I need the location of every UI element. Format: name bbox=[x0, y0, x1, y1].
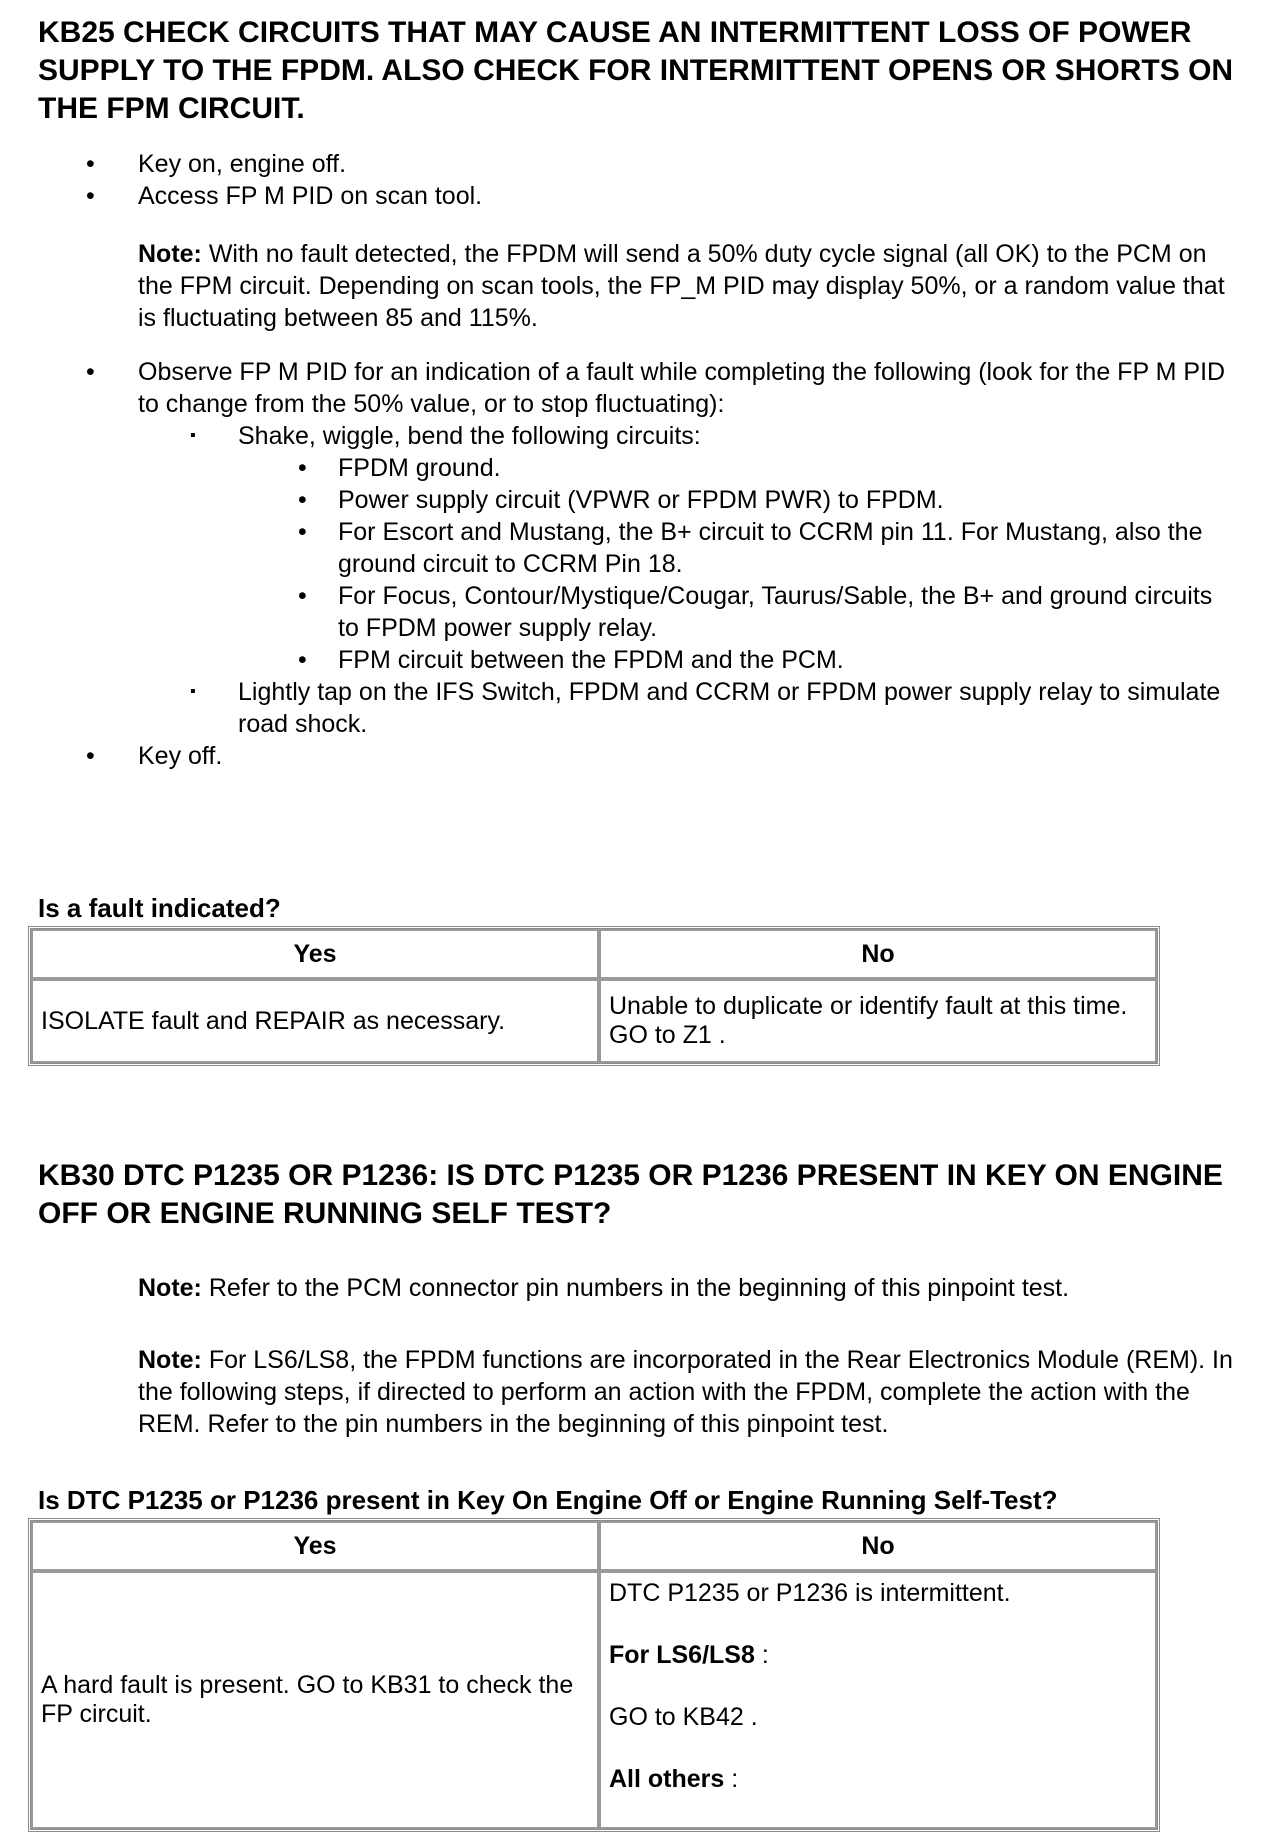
kb30-answer-table bbox=[28, 1518, 1160, 1832]
list-item: • Power supply circuit (VPWR or FPDM PWR) to FPDM. bbox=[298, 486, 944, 514]
kb25-answer-table bbox=[28, 926, 1160, 1066]
yes-header: Yes bbox=[31, 929, 599, 979]
square-bullet-icon: ▪ bbox=[190, 683, 196, 700]
bullet-icon: • bbox=[298, 486, 307, 514]
bullet-icon: • bbox=[298, 454, 307, 482]
square-bullet-icon: ▪ bbox=[190, 427, 196, 444]
bullet-icon: • bbox=[86, 150, 95, 178]
list-item: ▪ Lightly tap on the IFS Switch, FPDM and CCRM or FPDM power supply relay to simulate road shock. bbox=[190, 678, 1221, 738]
bullet-icon: • bbox=[86, 182, 95, 210]
bullet-icon: • bbox=[298, 518, 307, 546]
no-cell: Unable to duplicate or identify fault at this time. GO to Z1 . bbox=[599, 979, 1157, 1063]
list-item: • Key on, engine off. bbox=[86, 150, 347, 178]
no-header: No bbox=[599, 929, 1157, 979]
yes-header: Yes bbox=[31, 1521, 599, 1571]
kb25-heading: KB25 CHECK CIRCUITS THAT MAY CAUSE AN INTERMITTENT LOSS OF POWER SUPPLY TO THE FPDM. ALSO CHECK FOR INTERMITTENT OPENS OR SHORTS ON THE FPM CIRCUIT. bbox=[38, 16, 1234, 125]
kb30-note-2: Note: For LS6/LS8, the FPDM functions are incorporated in the Rear Electronics Module (REM). In the following steps, if directed to perform an action with the FPDM, complete the action with the REM. Refer to the pin numbers in the beginning of this pinpoint test. bbox=[138, 1346, 1233, 1438]
kb30-heading: KB30 DTC P1235 OR P1236: IS DTC P1235 OR P1236 PRESENT IN KEY ON ENGINE OFF OR ENGINE RUNNING SELF TEST? bbox=[38, 1159, 1223, 1230]
list-item: • For Focus, Contour/Mystique/Cougar, Taurus/Sable, the B+ and ground circuits to FPDM power supply relay. bbox=[298, 582, 1213, 642]
list-item: • FPDM ground. bbox=[298, 454, 501, 482]
bullet-icon: • bbox=[298, 646, 307, 674]
kb30-question: Is DTC P1235 or P1236 present in Key On Engine Off or Engine Running Self-Test? bbox=[38, 1485, 1058, 1515]
bullet-icon: • bbox=[86, 358, 95, 386]
bullet-icon: • bbox=[86, 742, 95, 770]
list-item: • Access FP M PID on scan tool. bbox=[86, 182, 483, 210]
kb25-observe-list bbox=[0, 356, 1264, 772]
list-item: • Observe FP M PID for an indication of a fault while completing the following (look for the FP M PID to change from the 50% value, or to stop fluctuating): ▪ Shake, wiggle, bend the following circuits: • FPDM ground. • Power supply circuit (VPWR or FPDM PWR) to FPDM. • For Escort and Mustang, the B+ circuit to CCRM pin 11. For Mustang, also the ground circuit to CCRM Pin 18. • For Focus, Contour/Mystique/Cougar, Taurus/Sable, the B+ and ground circuits to FPDM power supply relay. • FPM circuit between the FPDM and the PCM. ▪ Lightly tap on the IFS Switch, FPDM and CCRM or FPDM power supply relay to simulate road shock. bbox=[0, 356, 1264, 740]
kb25-steps-list bbox=[0, 148, 1264, 212]
list-item: ▪ Shake, wiggle, bend the following circuits: • FPDM ground. • Power supply circuit (VPWR or FPDM PWR) to FPDM. • For Escort and Mustang, the B+ circuit to CCRM pin 11. For Mustang, also the ground circuit to CCRM Pin 18. • For Focus, Contour/Mystique/Cougar, Taurus/Sable, the B+ and ground circuits to FPDM power supply relay. • FPM circuit between the FPDM and the PCM. bbox=[0, 420, 1234, 676]
yes-cell: ISOLATE fault and REPAIR as necessary. bbox=[31, 979, 599, 1063]
yes-cell: A hard fault is present. GO to KB31 to check the FP circuit. bbox=[31, 1571, 599, 1829]
no-header: No bbox=[599, 1521, 1157, 1571]
kb25-question: Is a fault indicated? bbox=[38, 893, 281, 923]
kb30-note-1: Note: Refer to the PCM connector pin numbers in the beginning of this pinpoint test. bbox=[138, 1274, 1070, 1302]
no-cell: DTC P1235 or P1236 is intermittent. For LS6/LS8 : GO to KB42 . All others : bbox=[599, 1571, 1157, 1829]
bullet-icon: • bbox=[298, 582, 307, 610]
list-item: • Key off. bbox=[86, 742, 223, 770]
list-item: • For Escort and Mustang, the B+ circuit to CCRM pin 11. For Mustang, also the ground circuit to CCRM Pin 18. bbox=[298, 518, 1203, 578]
list-item: • FPM circuit between the FPDM and the PCM. bbox=[298, 646, 844, 674]
kb25-note: Note: With no fault detected, the FPDM will send a 50% duty cycle signal (all OK) to the PCM on the FPM circuit. Depending on scan tools, the FP_M PID may display 50%, or a random value that is fluctuating between 85 and 115%. bbox=[138, 240, 1225, 332]
